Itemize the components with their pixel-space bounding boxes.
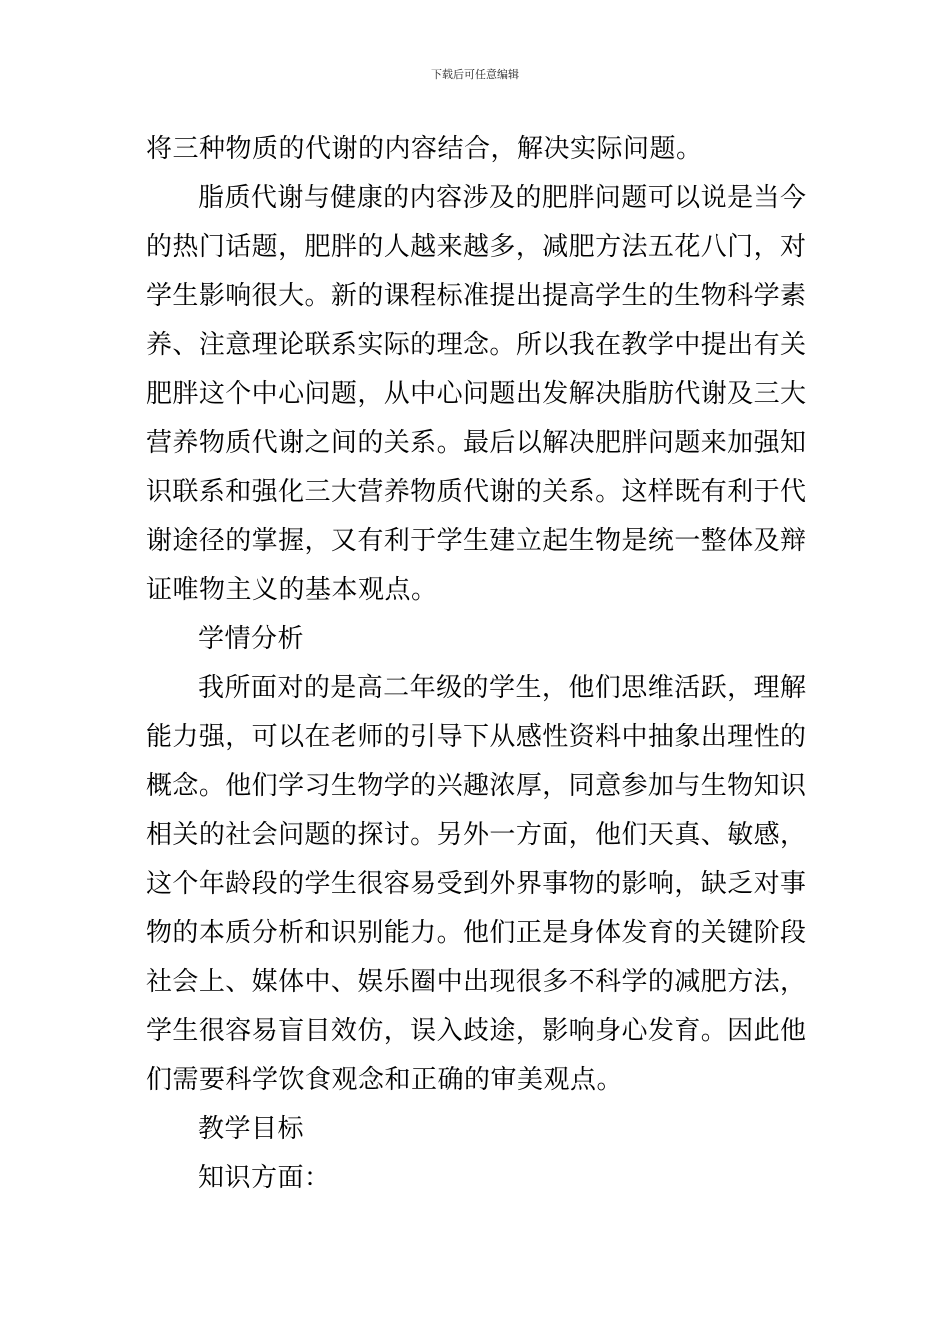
text-line: 概念。他们学习生物学的兴趣浓厚，同意参加与生物知识: [146, 771, 806, 801]
text-line: 学生影响很大。新的课程标准提出提高学生的生物科学素: [146, 281, 806, 311]
text-line: 社会上、媒体中、娱乐圈中出现很多不科学的减肥方法，: [146, 967, 806, 997]
text-line: 识联系和强化三大营养物质代谢的关系。这样既有利于代: [146, 477, 806, 507]
text-line: 养、注意理论联系实际的理念。所以我在教学中提出有关: [146, 330, 806, 360]
text-line: 相关的社会问题的探讨。另外一方面，他们天真、敏感，: [146, 820, 806, 850]
text-line: 谢途径的掌握，又有利于学生建立起生物是统一整体及辩: [146, 526, 806, 556]
page-header: 下载后可任意编辑: [431, 68, 519, 81]
text-line: 证唯物主义的基本观点。: [146, 575, 438, 605]
text-line: 知识方面：: [198, 1163, 331, 1193]
document-body: [146, 130, 806, 1208]
text-line: 学情分析: [198, 624, 305, 654]
text-line: 能力强，可以在老师的引导下从感性资料中抽象出理性的: [146, 722, 806, 752]
text-line: 将三种物质的代谢的内容结合，解决实际问题。: [146, 134, 703, 164]
text-line: 脂质代谢与健康的内容涉及的肥胖问题可以说是当今: [198, 183, 806, 213]
text-line: 这个年龄段的学生很容易受到外界事物的影响，缺乏对事: [146, 869, 806, 899]
text-line: 学生很容易盲目效仿，误入歧途，影响身心发育。因此他: [146, 1016, 806, 1046]
text-line: 肥胖这个中心问题，从中心问题出发解决脂肪代谢及三大: [146, 379, 806, 409]
text-line: 们需要科学饮食观念和正确的审美观点。: [146, 1065, 624, 1095]
text-line: 物的本质分析和识别能力。他们正是身体发育的关键阶段: [146, 918, 806, 948]
text-line: 营养物质代谢之间的关系。最后以解决肥胖问题来加强知: [146, 428, 806, 458]
text-line: 的热门话题，肥胖的人越来越多，减肥方法五花八门，对: [146, 232, 806, 262]
text-line: 教学目标: [198, 1114, 305, 1144]
text-line: 我所面对的是高二年级的学生，他们思维活跃，理解: [198, 673, 806, 703]
